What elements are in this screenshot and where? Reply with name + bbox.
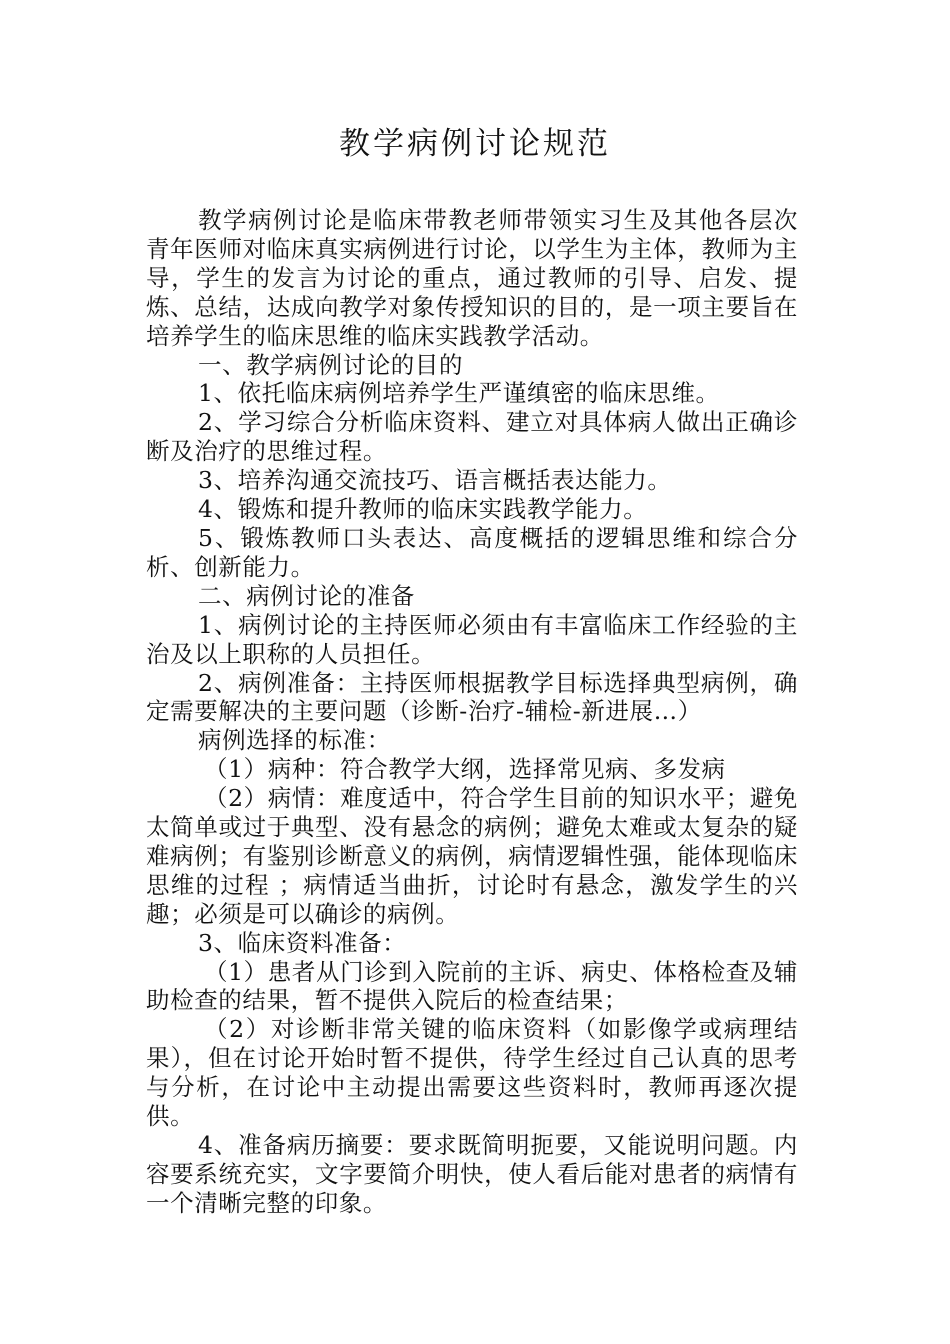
case-selection-item-2: （2）病情：难度适中，符合学生目前的知识水平；避免太简单或过于典型、没有悬念的病例；避免太难或太复杂的疑难病例；有鉴别诊断意义的病例，病情逻辑性强，能体现临床思维的过程 ；病情适当曲折，讨论时有悬念，激发学生的兴趣；必须是可以确诊的病例。 [146, 784, 798, 928]
document-title: 教学病例讨论规范 [339, 126, 611, 162]
case-selection-item-1: （1）病种：符合教学大纲，选择常见病、多发病 [204, 755, 726, 784]
purpose-item-2: 2、学习综合分析临床资料、建立对具体病人做出正确诊断及治疗的思维过程。 [146, 408, 798, 466]
preparation-item-1: 1、病例讨论的主持医师必须由有丰富临床工作经验的主治及以上职称的人员担任。 [146, 610, 798, 668]
document-body [146, 206, 798, 1218]
preparation-item-3: 3、临床资料准备： [198, 928, 407, 957]
section-heading-purpose: 一、教学病例讨论的目的 [198, 350, 464, 379]
purpose-item-3: 3、培养沟通交流技巧、语言概括表达能力。 [198, 466, 672, 495]
clinical-data-item-1: （1）患者从门诊到入院前的主诉、病史、体格检查及辅助检查的结果，暂不提供入院后的检查结果； [146, 957, 798, 1015]
purpose-item-4: 4、锻炼和提升教师的临床实践教学能力。 [198, 495, 648, 524]
clinical-data-item-2: （2）对诊断非常关键的临床资料（如影像学或病理结果），但在讨论开始时暂不提供，待学生经过自己认真的思考与分析，在讨论中主动提出需要这些资料时，教师再逐次提供。 [146, 1015, 798, 1131]
preparation-item-4: 4、准备病历摘要：要求既简明扼要，又能说明问题。内容要系统充实，文字要简介明快，使人看后能对患者的病情有一个清晰完整的印象。 [146, 1131, 798, 1217]
case-selection-heading: 病例选择的标准： [198, 726, 391, 755]
purpose-item-1: 1、依托临床病例培养学生严谨缜密的临床思维。 [198, 379, 720, 408]
intro-paragraph: 教学病例讨论是临床带教老师带领实习生及其他各层次青年医师对临床真实病例进行讨论，以学生为主体，教师为主导，学生的发言为讨论的重点，通过教师的引导、启发、提炼、总结，达成向教学对象传授知识的目的，是一项主要旨在培养学生的临床思维的临床实践教学活动。 [146, 206, 798, 350]
purpose-item-5: 5、锻炼教师口头表达、高度概括的逻辑思维和综合分析、创新能力。 [146, 523, 798, 581]
preparation-item-2: 2、病例准备：主持医师根据教学目标选择典型病例，确定需要解决的主要问题（诊断-治疗-辅检-新进展…） [146, 668, 798, 726]
section-heading-preparation: 二、病例讨论的准备 [198, 581, 415, 610]
